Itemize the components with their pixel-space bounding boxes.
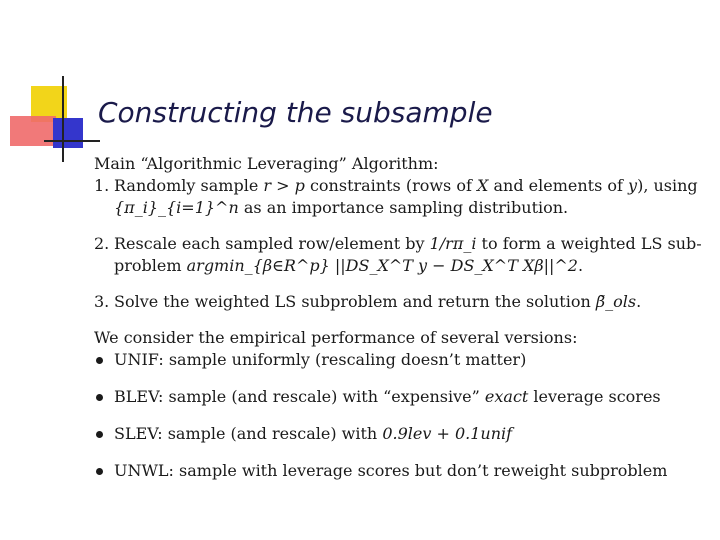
versions-list [94,349,706,497]
step-number: 1. [94,176,110,195]
step-text: problem [114,256,182,275]
bullet-text: UNWL: sample with leverage scores but don’t reweight subproblem [114,461,668,480]
bullet-dot [96,357,103,364]
step-text: as an importance sampling distribution. [243,198,569,217]
step-text: and elements of [493,176,623,195]
step-text: to form a weighted LS sub- [481,234,702,253]
version-unwl [94,460,706,497]
algorithm-step-1 [94,175,706,219]
version-blev [94,386,706,423]
step-text: constraints (rows of [309,176,472,195]
slide-title: Constructing the subsample [98,96,493,129]
versions-intro: We consider the empirical performance of several versions: [94,328,578,347]
bullet-text: SLEV: sample (and rescale) with [114,424,378,443]
bullet-text: UNIF: sample uniformly (rescaling doesn’t matter) [114,350,527,369]
step-number: 2. [94,234,110,253]
step-number: 3. [94,292,110,311]
slide-body [94,153,706,497]
bullet-text: BLEV: sample (and rescale) with “expensive” [114,387,480,406]
math-argmin: argmin_{β∈R^p} ||DS_X^T y − DS_X^T Xβ||^2 [186,256,578,275]
blue-square [53,118,83,148]
step-text: Solve the weighted LS subproblem and return the solution [114,292,591,311]
math-r-gt-p: r > p [263,176,305,195]
math-X: X [477,176,489,195]
step-text: Randomly sample [114,176,259,195]
math-pi-set: {π_i}_{i=1}^n [114,198,239,217]
step-line-1 [114,175,706,197]
math-y: y [628,176,638,195]
bullet-emphasis: exact [484,387,529,406]
step-line-2 [114,197,706,219]
step-line-2 [114,255,706,277]
math-mixture: 0.9lev + 0.1unif [382,424,513,443]
algorithm-step-2 [94,233,706,277]
step-text: . [577,256,584,275]
math-rescale-factor: 1/rπ_i [429,234,477,253]
step-line-1 [114,291,706,313]
step-line-1 [114,233,706,255]
bullet-dot [96,394,103,401]
algorithm-heading: Main “Algorithmic Leveraging” Algorithm: [94,154,439,173]
horizontal-rule [44,140,100,142]
step-text: Rescale each sampled row/element by [114,234,425,253]
math-beta-ols: β̃_ols [595,292,637,311]
bullet-dot [96,431,103,438]
bullet-dot [96,468,103,475]
version-unif [94,349,706,386]
algorithm-steps [94,175,706,313]
step-text: ), using [637,176,698,195]
version-slev [94,423,706,460]
algorithm-step-3 [94,291,706,313]
decorative-squares [0,0,100,170]
bullet-text: leverage scores [533,387,661,406]
vertical-rule [62,76,64,162]
step-text: . [636,292,642,311]
